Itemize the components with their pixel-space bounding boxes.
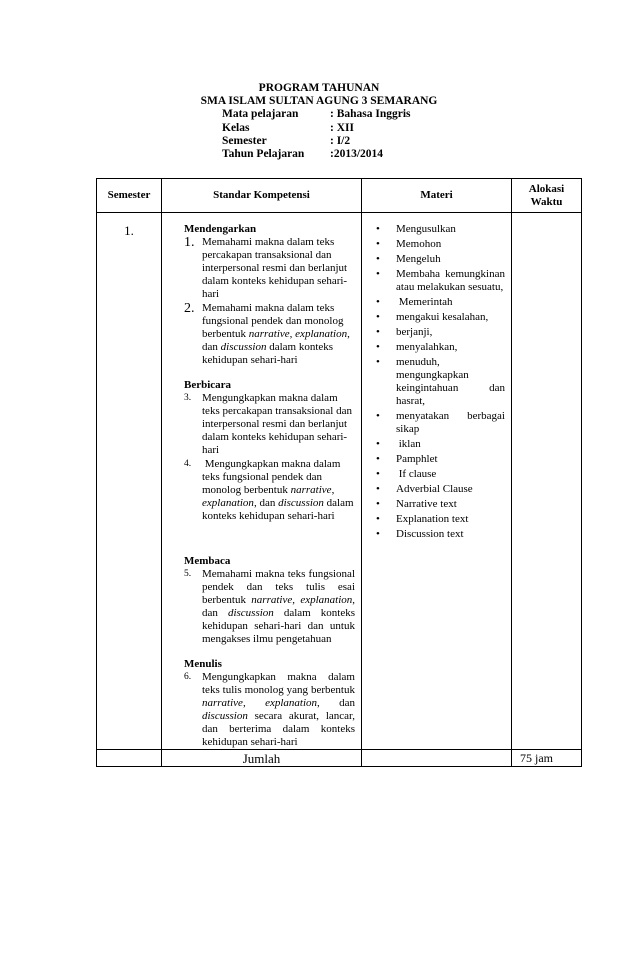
kompetensi-section-mendengarkan	[184, 223, 355, 367]
item-text: Mengungkapkan makna dalam teks percakapan transaksional dan interpersonal resmi dan berlanjut dalam konteks kehidupan sehari-hari	[202, 392, 352, 456]
materi-item	[376, 453, 505, 466]
item-number: 1.	[184, 235, 195, 250]
meta-row-kelas	[222, 122, 638, 135]
kompetensi-item	[184, 671, 355, 749]
bullet-icon: •	[376, 238, 380, 250]
item-text: Memahami makna teks fungsional pendek dan teks tulis esai berbentuk narrative, explanation, dan discussion dalam konteks kehidupan sehari-hari dan untuk mengakses ilmu pengetahuan	[202, 568, 355, 645]
materi-item	[376, 296, 505, 309]
materi-text: If clause	[396, 468, 437, 480]
bullet-icon: •	[376, 223, 380, 235]
kompetensi-item	[184, 568, 355, 646]
bullet-icon: •	[376, 483, 380, 495]
materi-text: Discussion text	[396, 528, 464, 540]
school-name: SMA ISLAM SULTAN AGUNG 3 SEMARANG	[200, 95, 438, 108]
item-text: Memahami makna dalam teks fungsional pendek dan monolog berbentuk narrative, explanation, dan discussion dalam konteks kehidupan sehari-hari	[202, 302, 350, 366]
materi-text: Memohon	[396, 238, 442, 250]
item-number: 2.	[184, 301, 195, 316]
bullet-icon: •	[376, 341, 380, 353]
materi-text: berjanji,	[396, 326, 433, 338]
col-header-alokasi-waktu: Alokasi Waktu	[512, 179, 582, 213]
kompetensi-item	[184, 392, 355, 457]
materi-item	[376, 528, 505, 541]
total-row	[97, 750, 582, 767]
kompetensi-section-membaca	[184, 555, 355, 646]
col-header-standar-kompetensi: Standar Kompetensi	[162, 179, 362, 213]
kompetensi-section-menulis	[184, 658, 355, 749]
materi-text: mengakui kesalahan,	[396, 311, 489, 323]
kompetensi-cell	[162, 213, 362, 750]
meta-value: : XII	[330, 121, 354, 134]
table-row	[97, 213, 582, 750]
bullet-icon: •	[376, 268, 380, 280]
bullet-icon: •	[376, 453, 380, 465]
kompetensi-section-berbicara	[184, 379, 355, 523]
materi-text: Pamphlet	[396, 453, 438, 465]
kompetensi-heading: Menulis	[184, 658, 222, 670]
bullet-icon: •	[376, 513, 380, 525]
col-header-semester: Semester	[97, 179, 162, 213]
meta-block	[222, 108, 638, 161]
meta-label: Tahun Pelajaran	[222, 148, 305, 161]
kompetensi-item	[184, 236, 355, 301]
kompetensi-heading: Membaca	[184, 555, 231, 567]
bullet-icon: •	[376, 253, 380, 265]
materi-item	[376, 311, 505, 324]
item-number: 6.	[184, 672, 192, 682]
document-header	[0, 82, 638, 161]
program-table	[96, 178, 582, 767]
materi-text: iklan	[396, 438, 421, 450]
materi-item	[376, 438, 505, 451]
materi-item	[376, 253, 505, 266]
materi-text: Mengeluh	[396, 253, 441, 265]
materi-item	[376, 468, 505, 481]
materi-list	[376, 223, 505, 541]
footer-materi-cell	[362, 750, 512, 767]
materi-item	[376, 498, 505, 511]
kompetensi-sections	[184, 223, 355, 749]
meta-value: : Bahasa Inggris	[330, 108, 411, 121]
materi-text: Explanation text	[396, 513, 469, 525]
materi-text: Narrative text	[396, 498, 457, 510]
item-text: Mengungkapkan makna dalam teks tulis monolog yang berbentuk narrative, explanation, dan discussion secara akurat, lancar, dan berterima dalam konteks kehidupan sehari-hari	[202, 671, 355, 748]
bullet-icon: •	[376, 296, 380, 308]
kompetensi-item	[184, 458, 355, 523]
meta-row-tahun-pelajaran	[222, 148, 638, 161]
bullet-icon: •	[376, 468, 380, 480]
item-number: 5.	[184, 569, 192, 579]
materi-text: menuduh, mengungkapkan keingintahuan dan hasrat,	[396, 356, 505, 407]
materi-item	[376, 483, 505, 496]
bullet-icon: •	[376, 498, 380, 510]
materi-text: Adverbial Clause	[396, 483, 473, 495]
semester-cell: 1.	[97, 213, 162, 750]
meta-label: Semester	[222, 134, 267, 147]
col-header-materi: Materi	[362, 179, 512, 213]
materi-item	[376, 223, 505, 236]
item-number: 3.	[184, 393, 192, 403]
materi-text: Mengusulkan	[396, 223, 456, 235]
materi-text: Membaha kemungkinan atau melakukan sesuatu,	[396, 268, 505, 293]
kompetensi-item	[184, 302, 355, 367]
meta-row-semester	[222, 135, 638, 148]
bullet-icon: •	[376, 438, 380, 450]
materi-item	[376, 513, 505, 526]
meta-label: Mata pelajaran	[222, 108, 299, 121]
materi-item	[376, 326, 505, 339]
footer-semester-cell	[97, 750, 162, 767]
jumlah-label: Jumlah	[162, 750, 362, 767]
item-text: Mengungkapkan makna dalam teks fungsional pendek dan monolog berbentuk narrative, explanation, dan discussion dalam konteks kehidupan sehari-hari	[202, 458, 354, 522]
item-number: 4.	[184, 459, 192, 469]
materi-text: menyatakan berbagai sikap	[396, 410, 505, 435]
materi-text: menyalahkan,	[396, 341, 458, 353]
bullet-icon: •	[376, 326, 380, 338]
bullet-icon: •	[376, 410, 380, 422]
meta-value: : I/2	[330, 134, 351, 147]
bullet-icon: •	[376, 311, 380, 323]
materi-item	[376, 356, 505, 408]
item-text: Memahami makna dalam teks percakapan transaksional dan interpersonal resmi dan berlanjut dalam konteks kehidupan sehari-hari	[202, 236, 348, 300]
bullet-icon: •	[376, 356, 380, 368]
document-title: PROGRAM TAHUNAN	[258, 82, 380, 94]
materi-text: Memerintah	[396, 296, 453, 308]
materi-cell	[362, 213, 512, 750]
materi-item	[376, 410, 505, 436]
table-header-row	[97, 179, 582, 213]
meta-row-mata-pelajaran	[222, 108, 638, 121]
meta-value: :2013/2014	[330, 148, 384, 161]
meta-label: Kelas	[222, 121, 250, 134]
bullet-icon: •	[376, 528, 380, 540]
materi-item	[376, 238, 505, 251]
kompetensi-heading: Berbicara	[184, 379, 232, 391]
materi-item	[376, 268, 505, 294]
kompetensi-heading: Mendengarkan	[184, 223, 257, 235]
total-hours: 75 jam	[512, 750, 582, 767]
alokasi-cell	[512, 213, 582, 750]
materi-item	[376, 341, 505, 354]
